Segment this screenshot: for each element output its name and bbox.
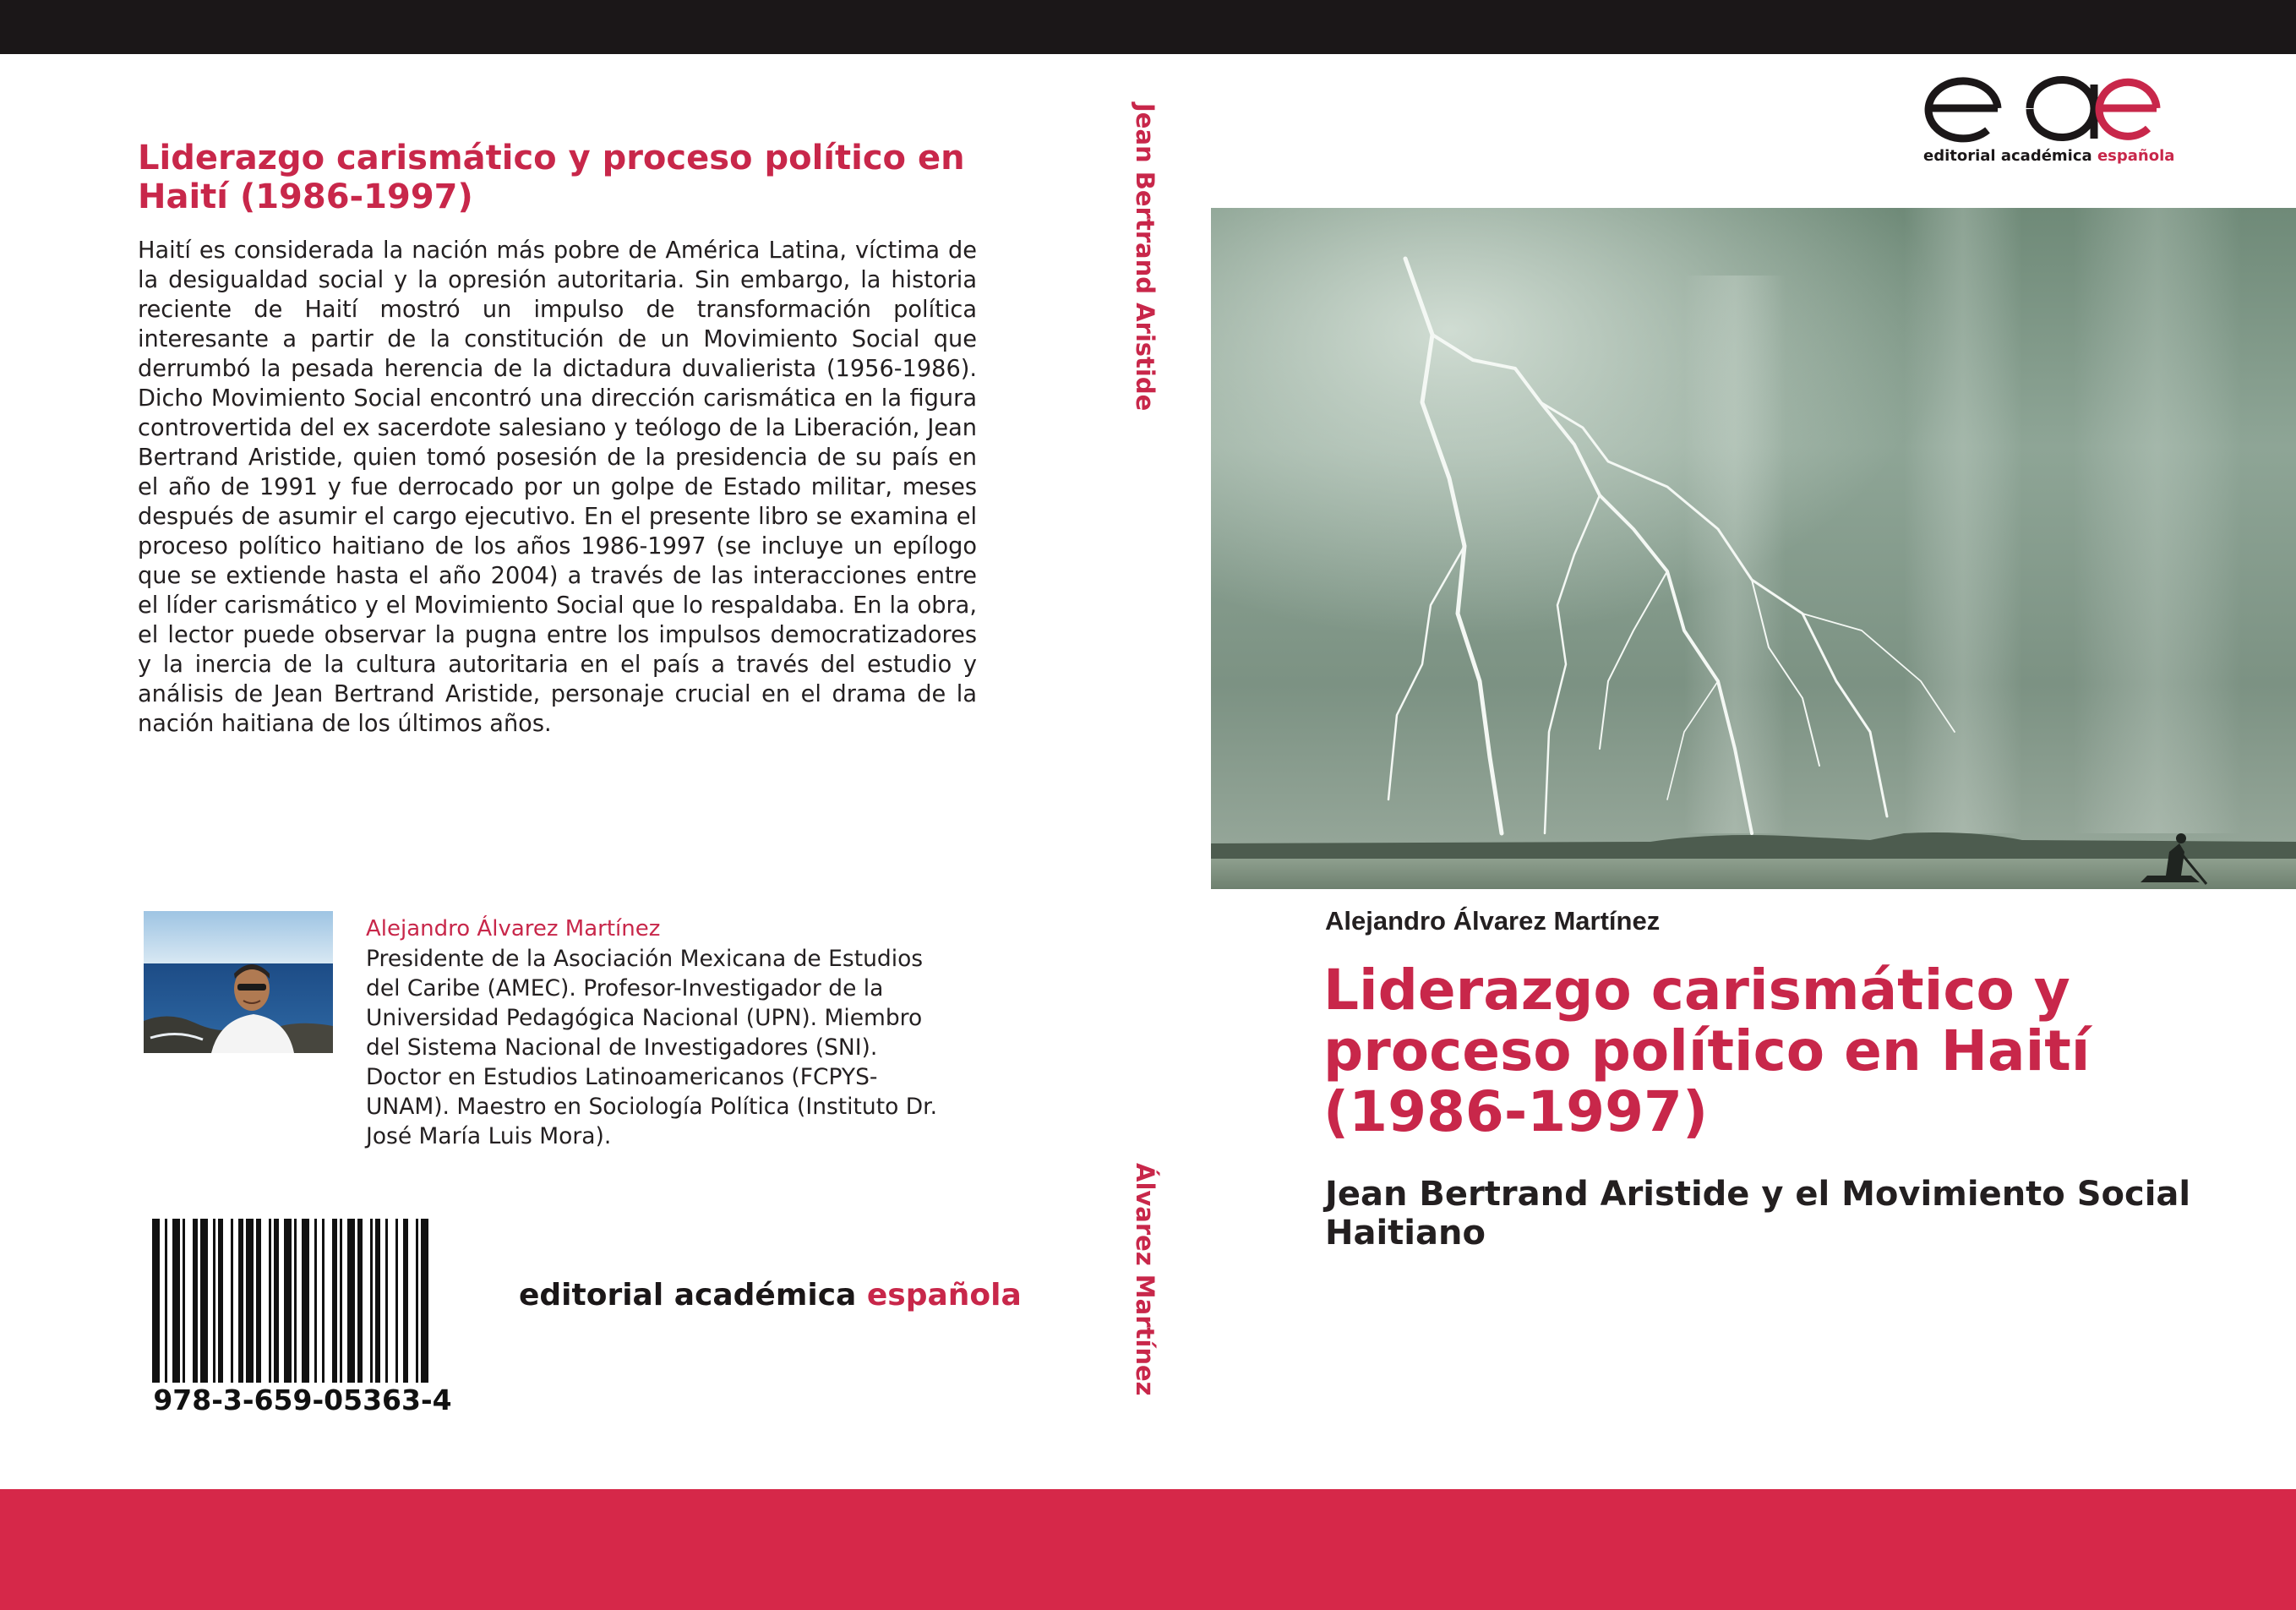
barcode-bar <box>183 1219 185 1383</box>
barcode-bar <box>385 1219 388 1383</box>
spine-author: Álvarez Martínez <box>1131 1163 1159 1396</box>
bottom-band <box>0 1489 2296 1610</box>
barcode-bar <box>200 1219 208 1383</box>
book-title: Liderazgo carismático y proceso político en Haití (1986-1997) <box>1323 958 2091 1144</box>
publisher-name-main: editorial académica <box>519 1278 867 1313</box>
barcode-bar <box>375 1219 380 1383</box>
barcode-bar <box>152 1219 160 1383</box>
barcode <box>152 1219 460 1387</box>
author-name-front: Alejandro Álvarez Martínez <box>1325 906 1661 936</box>
back-cover-title: Liderazgo carismático y proceso político en Haití (1986-1997) <box>138 139 965 216</box>
barcode-bar <box>357 1219 363 1383</box>
author-bio: Presidente de la Asociación Mexicana de Estudios del Caribe (AMEC). Profesor-Investigador de la Universidad Pedagógica Nacional (UPN). Miembro del Sistema Nacional de Investigadores (SNI). Doctor en Estudios Latinoamericanos (FCPYS-UNAM). Maestro en Sociología Política (Instituto Dr. José María Luis Mora). <box>366 946 938 1149</box>
publisher-name-accent: española <box>866 1278 1022 1313</box>
barcode-bar <box>332 1219 337 1383</box>
logo-caption-accent: española <box>2097 147 2175 165</box>
publisher-name-back <box>519 1278 1022 1313</box>
isbn-number: 978-3-659-05363-4 <box>153 1384 452 1416</box>
barcode-bar <box>238 1219 243 1383</box>
spine-title: Jean Bertrand Aristide <box>1131 103 1159 412</box>
barcode-bar <box>294 1219 297 1383</box>
barcode-bar <box>302 1219 309 1383</box>
barcode-bar <box>370 1219 373 1383</box>
book-subtitle: Jean Bertrand Aristide y el Movimiento Social Haitiano <box>1325 1175 2191 1253</box>
barcode-bar <box>213 1219 215 1383</box>
barcode-bar <box>246 1219 254 1383</box>
logo-caption <box>1923 147 2174 165</box>
barcode-bar <box>193 1219 198 1383</box>
barcode-bar <box>322 1219 324 1383</box>
barcode-bar <box>269 1219 271 1383</box>
cover-photo-lightning-storm <box>1211 208 2296 889</box>
barcode-bar <box>421 1219 428 1383</box>
barcode-bar <box>231 1219 233 1383</box>
logo-caption-main: editorial académica <box>1923 147 2097 165</box>
barcode-bar <box>347 1219 355 1383</box>
barcode-bar <box>284 1219 292 1383</box>
barcode-bar <box>256 1219 261 1383</box>
barcode-bar <box>165 1219 167 1383</box>
barcode-bar <box>416 1219 418 1383</box>
barcode-bar <box>403 1219 408 1383</box>
barcode-bar <box>340 1219 342 1383</box>
barcode-bar <box>274 1219 279 1383</box>
barcode-bar <box>218 1219 223 1383</box>
barcode-bar <box>395 1219 398 1383</box>
barcode-bar <box>314 1219 317 1383</box>
top-band <box>0 0 2296 54</box>
author-photo <box>144 911 333 1053</box>
back-cover-blurb: Haití es considerada la nación más pobre de América Latina, víctima de la desigualdad social y la opresión autoritaria. Sin embargo, la historia reciente de Haití mostró un impulso de transformación política interesante a partir de la constitución de un Movimiento Social que derrumbó la pesada herencia de la dictadura duvalierista (1956-1986). Dicho Movimiento Social encontró una dirección carismática en la figura controvertida del ex sacerdote salesiano y teólogo de la Liberación, Jean Bertrand Aristide, quien tomó posesión de la presidencia de su país en el año de 1991 y fue derrocado por un golpe de Estado militar, meses después de asumir el cargo ejecutivo. En el presente libro se examina el proceso político haitiano de los años 1986-1997 (se incluye un epílogo que se extiende hasta el año 2004) a través de las interacciones entre el líder carismático y el Movimiento Social que lo respaldaba. En la obra, el lector puede observar la pugna entre los impulsos democratizadores y la inercia de la cultura autoritaria en el país a través del estudio y análisis de Jean Bertrand Aristide, personaje crucial en el drama de la nación haitiana de los últimos años. <box>138 237 977 737</box>
barcode-bar <box>172 1219 180 1383</box>
author-name-back: Alejandro Álvarez Martínez <box>366 916 661 941</box>
